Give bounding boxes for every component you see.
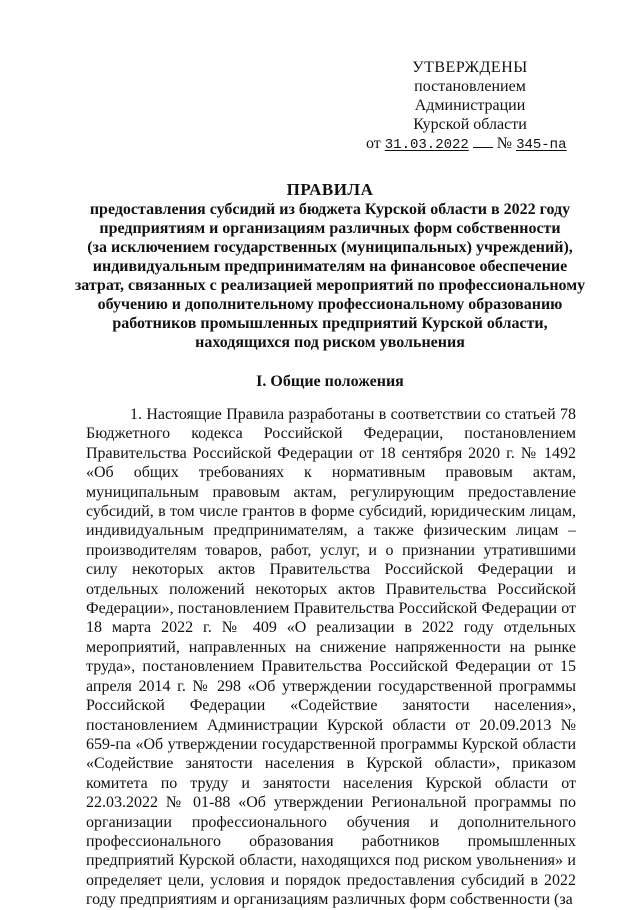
approval-line-2: Курской области bbox=[413, 116, 527, 133]
approval-stamp bbox=[360, 58, 580, 155]
number-prefix: № bbox=[496, 135, 513, 152]
heading-line: индивидуальным предпринимателям на финансовое обеспечение bbox=[92, 258, 568, 275]
heading-line: предприятиям и организациям различных форм собственности bbox=[99, 220, 561, 237]
date-underline bbox=[473, 146, 493, 148]
heading-line: предоставления субсидий из бюджета Курской области в 2022 году bbox=[89, 201, 571, 218]
document-body bbox=[86, 405, 576, 910]
heading-line: работников промышленных предприятий Курской области, bbox=[112, 315, 548, 332]
section-title: I. Общие положения bbox=[256, 373, 404, 390]
approval-line-1: постановлением Администрации bbox=[414, 78, 526, 114]
document-heading bbox=[70, 180, 590, 352]
heading-line: находящихся под риском увольнения bbox=[195, 334, 465, 351]
date-prefix: от bbox=[366, 135, 381, 152]
paragraph: 1. Настоящие Правила разработаны в соответствии со статьей 78 Бюджетного кодекса Российской Федерации, постановлением Правительства Российской Федерации от 18 сентября 2020 г. № 1492 «Об общих требованиях к нормативным правовым актам, муниципальным правовым актам, регулирующим предоставление субсидий, в том числе грантов в форме субсидий, юридическим лицам, индивидуальным предпринимателям, а также физическим лицам – производителям товаров, работ, услуг, и о признании утратившими силу некоторых актов Правительства Российской Федерации и отдельных положений некоторых актов Правительства Российской Федерации», постановлением Правительства Российской Федерации от 18 марта 2022 г. № 409 «О реализации в 2022 году отдельных мероприятий, направленных на снижение напряженности на рынке труда», постановлением Правительства Российской Федерации от 15 апреля 2014 г. № 298 «Об утверждении государственной программы Российской Федерации «Содействие занятости населения», постановлением Администрации Курской области от 20.09.2013 № 659-па «Об утверждении государственной программы Курской области «Содействие занятости населения в Курской области», приказом комитета по труду и занятости населения Курской области от 22.03.2022 № 01-88 «Об утверждении Региональной программы по организации профессионального обучения и дополнительного профессионального образования работников промышленных предприятий Курской области, находящихся под риском увольнения» и определяет цели, условия и порядок предоставления субсидий в 2022 году предприятиям и организациям различных форм собственности (за bbox=[86, 406, 576, 909]
heading-line: затрат, связанных с реализацией мероприятий по профессиональному bbox=[74, 277, 586, 294]
document-title: ПРАВИЛА bbox=[286, 180, 374, 199]
approval-date-line bbox=[366, 134, 580, 155]
date-value: 31.03.2022 bbox=[384, 137, 469, 153]
number-value: 345-па bbox=[516, 137, 567, 153]
heading-line: (за исключением государственных (муниципальных) учреждений), bbox=[87, 239, 573, 256]
approval-title: УТВЕРЖДЕНЫ bbox=[412, 59, 528, 76]
heading-line: обучению и дополнительному профессиональному образованию bbox=[97, 296, 563, 313]
